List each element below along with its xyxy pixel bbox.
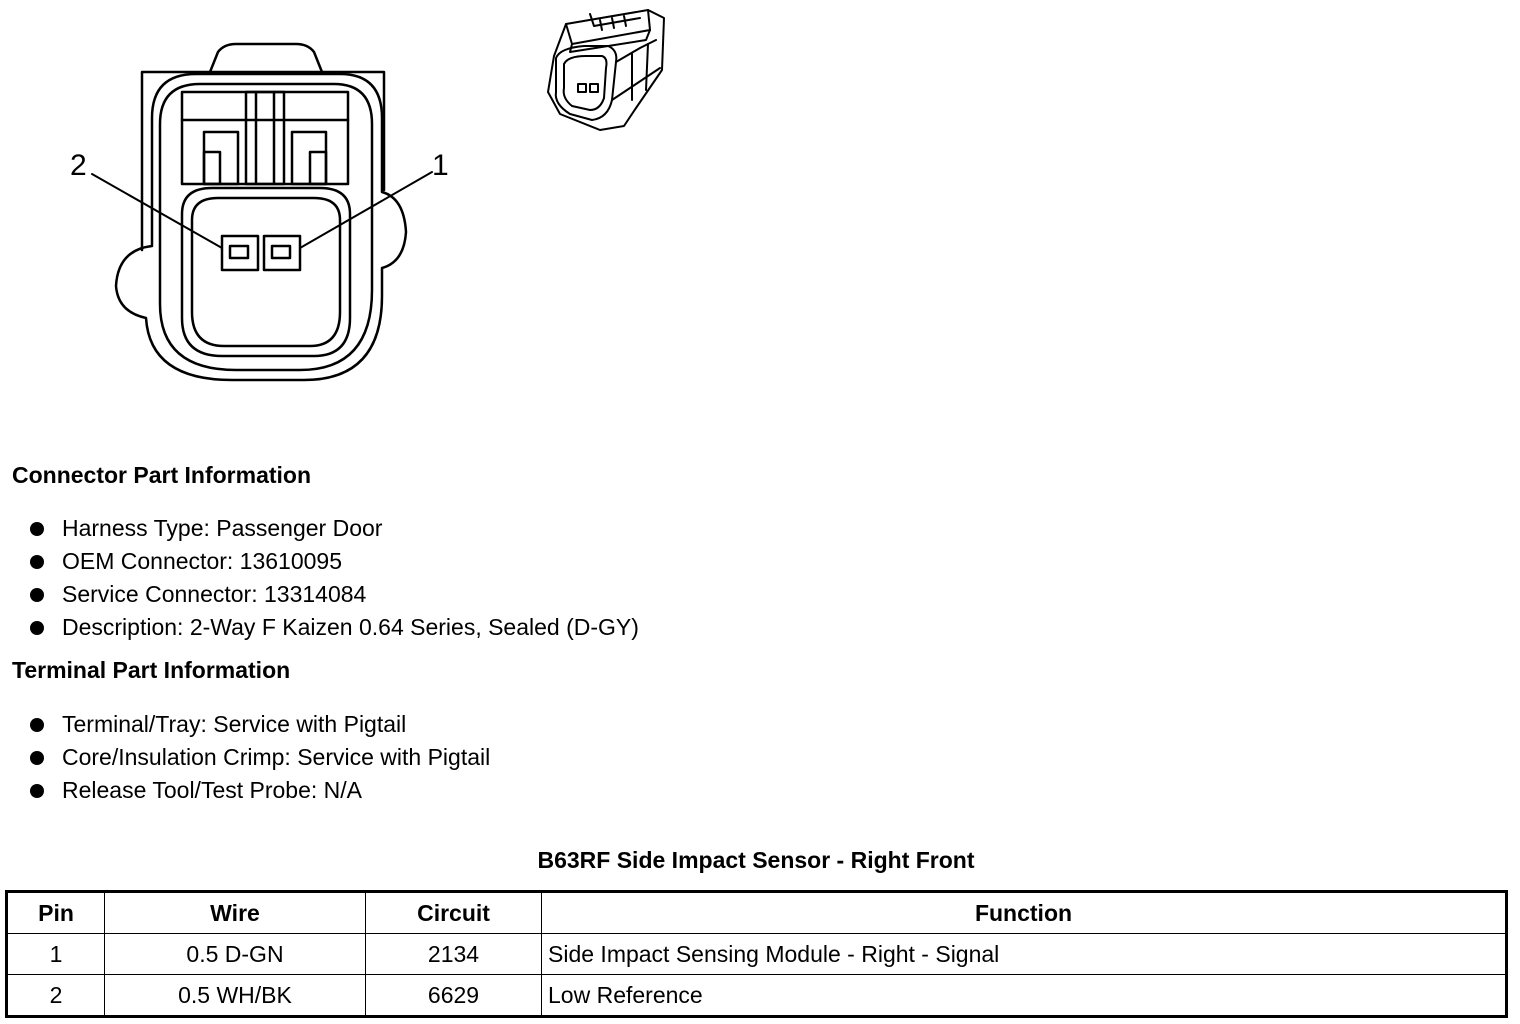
table-row [7,934,1507,975]
cell-pin: 2 [7,975,105,1017]
cell-pin: 1 [7,934,105,975]
pin-2-cavity [222,236,258,270]
cell-wire: 0.5 WH/BK [105,975,366,1017]
column-header-wire: Wire [105,892,366,934]
list-item: Core/Insulation Crimp: Service with Pigtail [30,741,490,774]
cell-function: Low Reference [542,975,1507,1017]
list-item: Service Connector: 13314084 [30,578,639,611]
bullet-icon [30,588,44,602]
cell-function: Side Impact Sensing Module - Right - Signal [542,934,1507,975]
pin-1-callout: 1 [432,149,449,182]
cell-wire: 0.5 D-GN [105,934,366,975]
connector-thumbnail [548,10,664,130]
bullet-icon [30,784,44,798]
pin-1-cavity [264,236,300,270]
cell-circuit: 6629 [366,975,542,1017]
connector-part-info-heading: Connector Part Information [12,462,312,488]
terminal-part-info-heading: Terminal Part Information [12,657,291,683]
list-item: Description: 2-Way F Kaizen 0.64 Series, Sealed (D-GY) [30,611,639,644]
table-row [7,975,1507,1017]
connector-face-view [92,44,432,380]
table-header-row [7,892,1507,934]
column-header-pin: Pin [7,892,105,934]
bullet-icon [30,718,44,732]
pin-table [5,890,1508,1018]
cell-circuit: 2134 [366,934,542,975]
bullet-icon [30,621,44,635]
pin-table-title: B63RF Side Impact Sensor - Right Front [537,847,975,873]
bullet-icon [30,522,44,536]
connector-part-info-list [30,512,639,644]
column-header-circuit: Circuit [366,892,542,934]
bullet-icon [30,751,44,765]
list-item: Harness Type: Passenger Door [30,512,639,545]
list-item: Release Tool/Test Probe: N/A [30,774,490,807]
list-item: OEM Connector: 13610095 [30,545,639,578]
bullet-icon [30,555,44,569]
pin-2-callout: 2 [70,149,87,182]
terminal-part-info-list [30,708,490,807]
connector-drawing [0,0,760,420]
column-header-function: Function [542,892,1507,934]
list-item: Terminal/Tray: Service with Pigtail [30,708,490,741]
